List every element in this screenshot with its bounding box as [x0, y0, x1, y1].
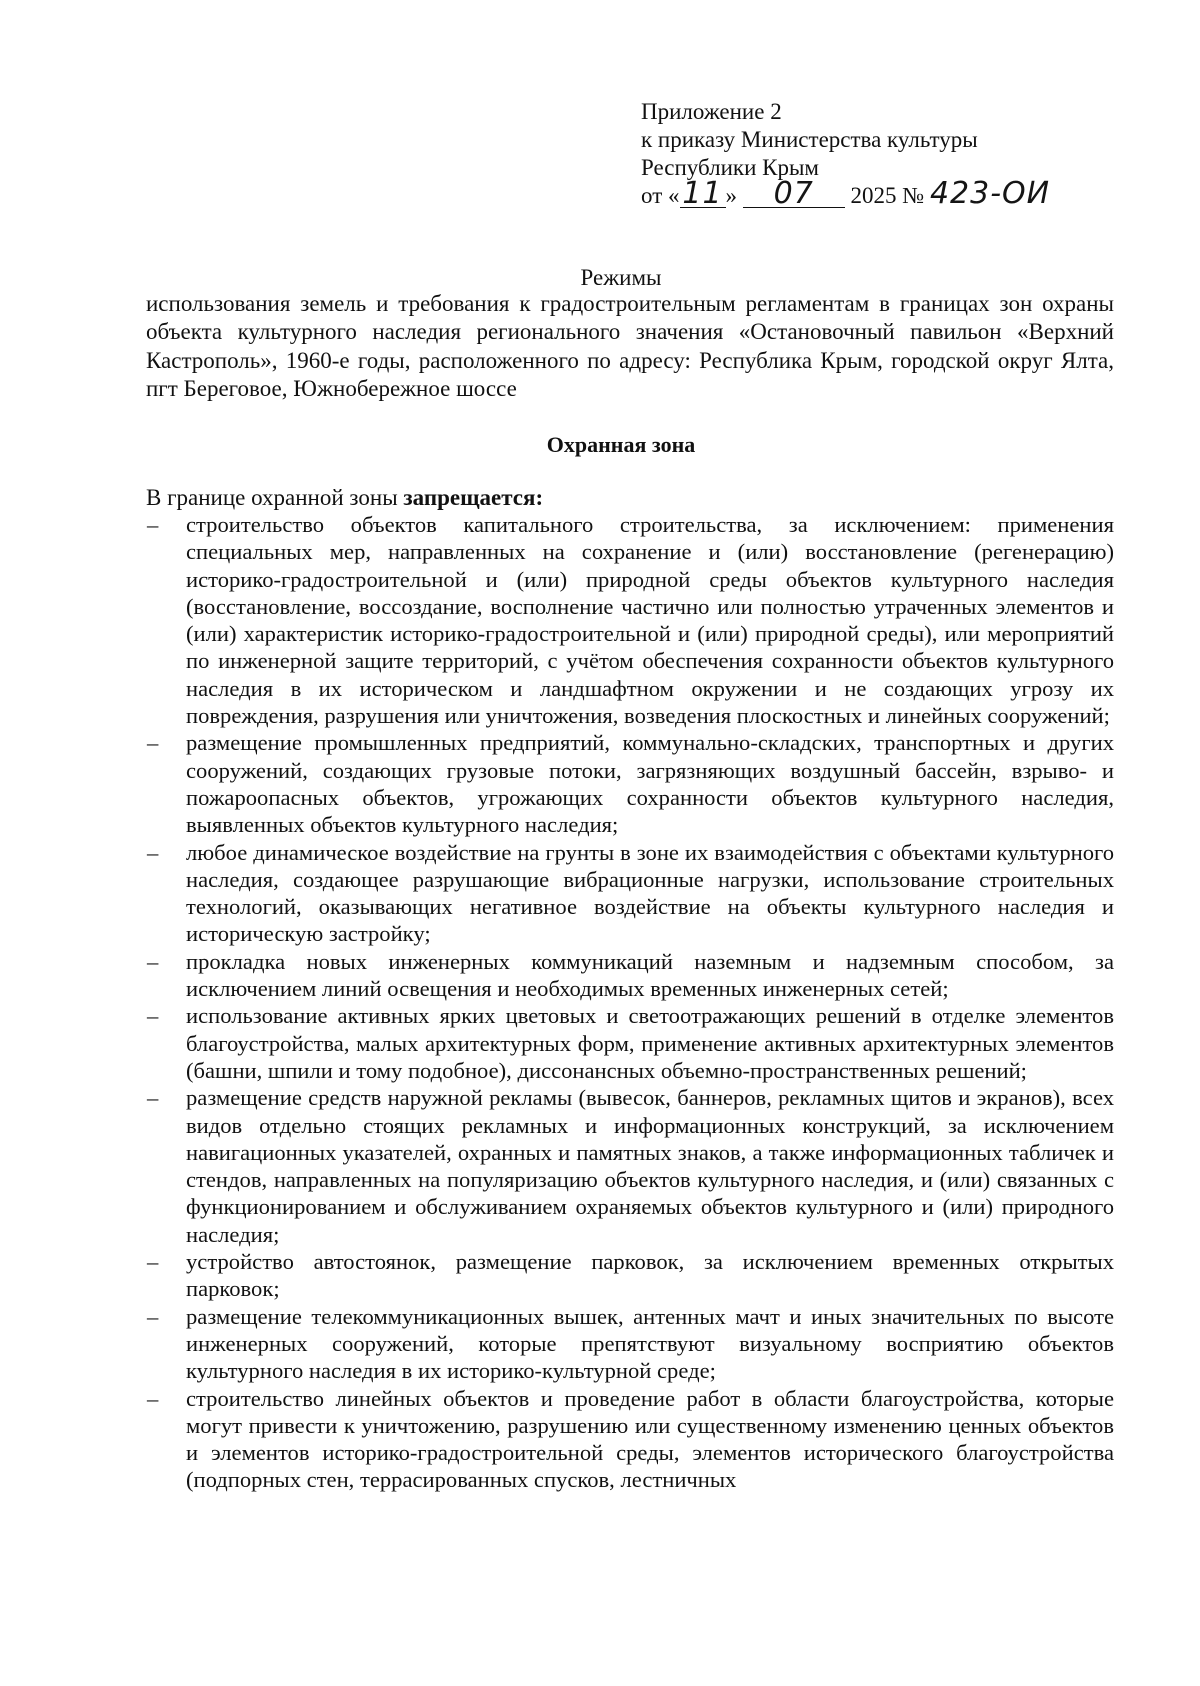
- list-item-text: строительство объектов капитального строительства, за исключением: применения специальных мер, направленных на сохранение и (или) восстановление (регенерацию) историко-градостроительной и (или) природной среды объектов культурного наследия (восстановление, воссоздание, восполнение частично или полностью утраченных элементов и (или) характеристик историко-градостроительной и (или) природной среды), или мероприятий по инженерной защите территорий, с учётом обеспечения сохранности объектов культурного наследия в их историческом и ландшафтном окружении и не создающих угрозу их повреждения, разрушения или уничтожения, возведения плоскостных и линейных сооружений;: [186, 512, 1114, 729]
- list-item: [146, 1303, 1114, 1385]
- intro-text: В границе охранной зоны: [146, 485, 404, 510]
- date-year: 2025 №: [850, 183, 925, 208]
- list-item: [146, 729, 1114, 838]
- list-item: [146, 1002, 1114, 1084]
- date-month-blank: [743, 176, 845, 211]
- document-title: Режимы: [580, 265, 662, 290]
- order-number-handwritten: 423-ОИ: [929, 176, 1051, 211]
- section-title: Охранная зона: [546, 432, 696, 457]
- list-item: [146, 1248, 1114, 1303]
- date-prefix: от «: [641, 183, 680, 208]
- document-subject: использования земель и требования к градостроительным регламентам в границах зон охраны объекта культурного наследия регионального значения «Остановочный павильон «Верхний Кастрополь», 1960-е годы, расположенного по адресу: Республика Крым, городской округ Ялта, пгт Береговое, Южнобережное шоссе: [146, 291, 1114, 402]
- date-quote-close: »: [725, 183, 737, 208]
- order-date-number: [641, 176, 1051, 211]
- list-dash: –: [147, 1303, 159, 1329]
- list-dash: –: [147, 839, 159, 865]
- list-dash: –: [147, 730, 159, 756]
- list-item: [146, 948, 1114, 1003]
- section-intro: [146, 484, 543, 511]
- order-number-blank: [929, 176, 1051, 211]
- list-item-text: использование активных ярких цветовых и светоотражающих решений в отделке элементов благоустройства, малых архитектурных форм, применение активных архитектурных элементов (башни, шпили и тому подобное), диссонансных объемно-пространственных решений;: [186, 1003, 1114, 1083]
- list-item-text: строительство линейных объектов и проведение работ в области благоустройства, которые могут привести к уничтожению, разрушению или существенному изменению ценных объектов и элементов историко-градостроительной среды, элементов исторического благоустройства (подпорных стен, террасированных спусков, лестничных: [186, 1385, 1114, 1493]
- appendix-header: [641, 98, 1051, 211]
- list-dash: –: [147, 948, 159, 974]
- list-item-text: размещение телекоммуникационных вышек, антенных мачт и иных значительных по высоте инженерных сооружений, которые препятствуют визуальному восприятию объектов культурного наследия в их историко-культурной среде;: [186, 1303, 1114, 1384]
- list-item-text: прокладка новых инженерных коммуникаций наземным и надземным способом, за исключением линий освещения и необходимых временных инженерных сетей;: [186, 948, 1114, 1002]
- date-day-handwritten: 11: [682, 176, 723, 211]
- intro-bold: запрещается:: [403, 485, 544, 510]
- list-dash: –: [147, 512, 159, 537]
- list-dash: –: [147, 1085, 159, 1111]
- list-dash: –: [147, 1249, 159, 1275]
- appendix-label: Приложение 2: [641, 99, 782, 124]
- date-month-handwritten: 07: [773, 176, 814, 211]
- list-item: [146, 511, 1114, 729]
- list-item: [146, 1385, 1114, 1494]
- ministry-region: Республики Крым: [641, 155, 819, 180]
- prohibitions-list: [146, 511, 1114, 1494]
- list-item-text: размещение промышленных предприятий, коммунально-складских, транспортных и других сооружений, создающих грузовые потоки, загрязняющих воздушный бассейн, взрыво- и пожароопасных объектов, угрожающих сохранности объектов культурного наследия, выявленных объектов культурного наследия;: [186, 730, 1114, 838]
- list-item-text: размещение средств наружной рекламы (вывесок, баннеров, рекламных щитов и экранов), всех видов отдельно стоящих рекламных и информационных конструкций, за исключением навигационных указателей, охранных и памятных знаков, а также информационных табличек и стендов, направленных на популяризацию объектов культурного наследия, и (или) связанных с функционированием и обслуживанием охраняемых объектов культурного и (или) природного наследия;: [186, 1085, 1114, 1247]
- order-reference: к приказу Министерства культуры: [641, 127, 978, 152]
- date-day-blank: [680, 176, 726, 211]
- list-item: [146, 839, 1114, 948]
- list-item: [146, 1084, 1114, 1248]
- list-dash: –: [147, 1003, 159, 1029]
- list-item-text: любое динамическое воздействие на грунты в зоне их взаимодействия с объектами культурного наследия, создающее разрушающие вибрационные нагрузки, использование строительных технологий, оказывающих негативное воздействие на объекты культурного наследия и историческую застройку;: [186, 839, 1114, 947]
- list-item-text: устройство автостоянок, размещение парковок, за исключением временных открытых парковок;: [186, 1249, 1114, 1302]
- list-dash: –: [147, 1385, 159, 1411]
